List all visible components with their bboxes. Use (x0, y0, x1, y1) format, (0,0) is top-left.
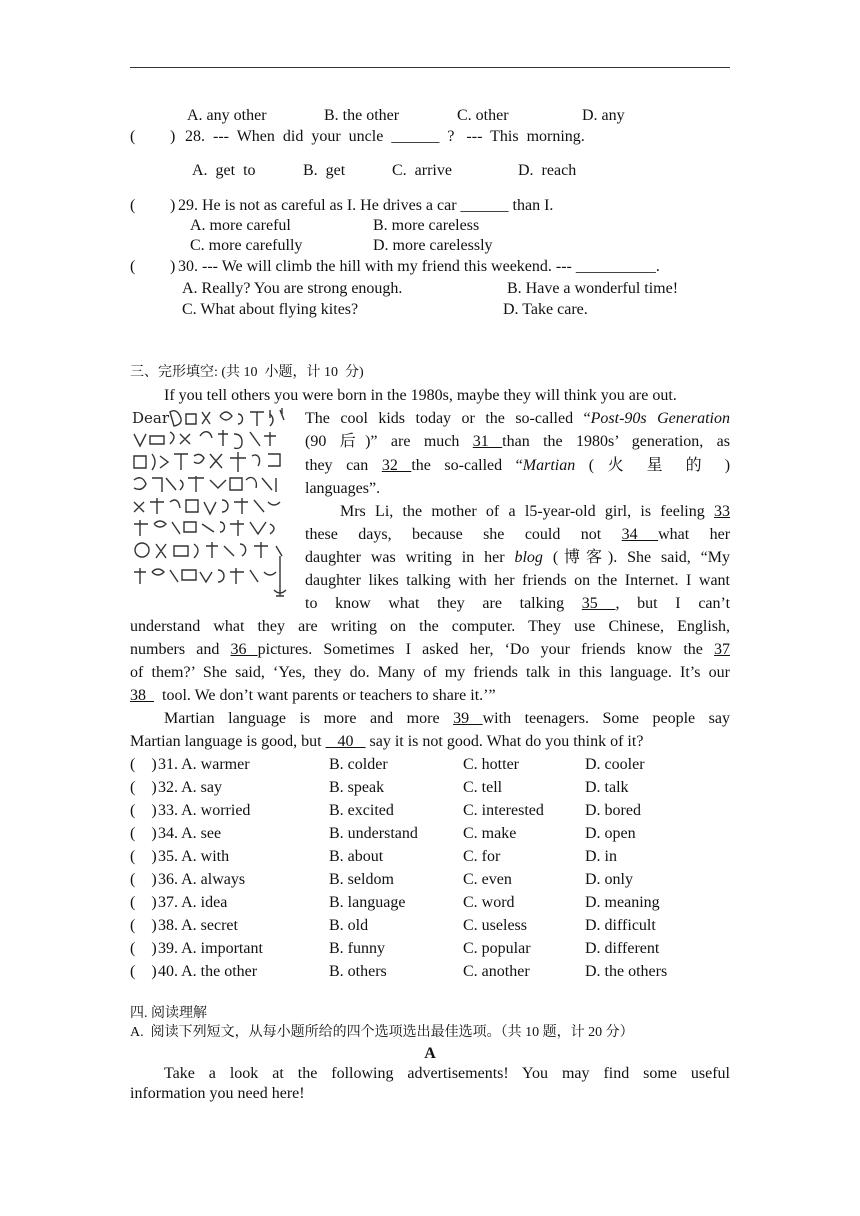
option-c: C. interested (463, 802, 544, 819)
question-28 (130, 127, 730, 147)
blank-38: 38 (130, 687, 154, 704)
option-c: C. for (463, 848, 501, 865)
q30-options-row1 (130, 279, 730, 299)
option-b: B. colder (329, 756, 388, 773)
cloze-question-row (130, 939, 730, 959)
option-d: D. meaning (585, 894, 660, 911)
question-number-option-a: 38. A. secret (158, 917, 238, 934)
passage-line: these days, because she could not 34 what her (305, 526, 731, 543)
cloze-question-row (130, 870, 730, 890)
blank-32: 32 (381, 457, 412, 474)
question-stem: 28. --- When did your uncle ______ ? --- This morning. (185, 128, 585, 145)
option-c: C. even (463, 871, 512, 888)
question-stem: 29. He is not as careful as I. He drives a car ______ than I. (178, 197, 554, 214)
option-c: C. popular (463, 940, 531, 957)
section-4-title: 四. 阅读理解 (130, 1006, 207, 1021)
option-c: C. other (457, 107, 509, 124)
passage-line: to know what they are talking 35 , but I can’t (305, 595, 731, 612)
option-b: B. the other (324, 107, 400, 124)
option-a: A. get to (192, 162, 256, 179)
option-b: B. funny (329, 940, 385, 957)
question-number-option-a: 37. A. idea (158, 894, 228, 911)
q30-options-row2 (130, 300, 730, 320)
question-number-option-a: 35. A. with (158, 848, 230, 865)
option-c: C. What about flying kites? (182, 301, 359, 318)
option-b: B. more careless (373, 217, 480, 234)
option-d: D. difficult (585, 917, 656, 934)
option-c: C. hotter (463, 756, 519, 773)
option-c: C. tell (463, 779, 503, 796)
blank-34: 34 (621, 526, 659, 543)
option-d: D. any (582, 107, 625, 124)
option-d: D. different (585, 940, 660, 957)
passage-line: 38 tool. We don’t want parents or teachers to share it.’” (130, 687, 496, 704)
q29-options-row1 (130, 216, 730, 236)
option-c: C. word (463, 894, 515, 911)
cloze-question-row (130, 893, 730, 913)
passage-line: numbers and 36 pictures. Sometimes I asked her, ‘Do your friends know the 37 (130, 641, 731, 658)
answer-paren-open: ( (130, 128, 136, 145)
cloze-question-row (130, 801, 730, 821)
blank-36: 36 (230, 641, 258, 658)
intro-line: information you need here! (130, 1085, 305, 1102)
answer-paren-open: ( (130, 197, 136, 214)
option-b: B. old (329, 917, 369, 934)
q27-options (130, 106, 730, 126)
passage-line: Mrs Li, the mother of a l5-year-old girl, is feeling 33 (340, 503, 730, 520)
question-number-option-a: 36. A. always (158, 871, 246, 888)
option-d: D. reach (518, 162, 577, 179)
blank-37: 37 (714, 641, 731, 658)
cloze-question-row (130, 824, 730, 844)
question-number-option-a: 32. A. say (158, 779, 222, 796)
passage-line: languages”. (305, 480, 381, 497)
option-d: D. bored (585, 802, 641, 819)
answer-paren: ( ) (130, 894, 157, 911)
section-4-instructions: A. 阅读下列短文，从每小题所给的四个选项选出最佳选项。（共 10 题，计 20 分） (130, 1025, 634, 1040)
passage-line: If you tell others you were born in the 1980s, maybe they will think you are out. (164, 387, 677, 404)
option-b: B. excited (329, 802, 394, 819)
answer-paren: ( ) (130, 756, 157, 773)
option-b: B. Have a wonderful time! (507, 280, 679, 297)
passage-a-heading: A (424, 1045, 436, 1062)
option-c: C. another (463, 963, 530, 980)
intro-line: Take a look at the following advertisements! You may find some useful (164, 1065, 730, 1082)
answer-paren-open: ( (130, 258, 136, 275)
option-d: D. cooler (585, 756, 645, 773)
option-b: B. seldom (329, 871, 394, 888)
q28-options (130, 161, 730, 181)
option-b: B. about (329, 848, 384, 865)
answer-paren: ( ) (130, 802, 157, 819)
passage-line: (90 后)” are much 31 than the 1980s’ generation, as (305, 433, 731, 450)
question-stem: 30. --- We will climb the hill with my friend this weekend. --- __________. (178, 258, 660, 275)
option-c: C. useless (463, 917, 527, 934)
option-d: D. more carelessly (373, 237, 493, 254)
answer-paren: ( ) (130, 848, 157, 865)
option-b: B. get (303, 162, 346, 179)
answer-paren: ( ) (130, 963, 157, 980)
answer-paren: ( ) (130, 871, 157, 888)
option-d: D. the others (585, 963, 668, 980)
passage-line: of them?’ She said, ‘Yes, they do. Many of my friends talk in this language. It’s our (130, 664, 730, 681)
option-d: D. open (585, 825, 636, 842)
question-number-option-a: 34. A. see (158, 825, 222, 842)
option-d: D. talk (585, 779, 629, 796)
passage-line: daughter was writing in her blog (博客). She said, “My (305, 549, 730, 566)
martian-language-illustration (130, 406, 290, 611)
cloze-question-row (130, 916, 730, 936)
blank-40: 40 (325, 733, 366, 750)
option-d: D. in (585, 848, 617, 865)
passage-line: daughter likes talking with her friends on the Internet. I want (305, 572, 730, 589)
blank-33: 33 (714, 503, 730, 520)
option-c: C. arrive (392, 162, 452, 179)
question-number-option-a: 39. A. important (158, 940, 263, 957)
cloze-question-row (130, 755, 730, 775)
answer-paren-close: ) (170, 197, 176, 214)
option-b: B. language (329, 894, 406, 911)
cloze-question-row (130, 962, 730, 982)
question-number-option-a: 33. A. worried (158, 802, 251, 819)
section-3-title: 三、完形填空: (共 10 小题，计 10 分) (130, 365, 364, 380)
passage-line: Martian language is more and more 39 with teenagers. Some people say (164, 710, 731, 727)
passage-line: Martian language is good, but 40 say it is not good. What do you think of it? (130, 733, 644, 750)
blank-35: 35 (581, 595, 616, 612)
question-30 (130, 257, 730, 277)
question-number-option-a: 40. A. the other (158, 963, 258, 980)
option-a: A. Really? You are strong enough. (182, 280, 403, 297)
passage-line: understand what they are writing on the computer. They use Chinese, English, (130, 618, 730, 635)
answer-paren: ( ) (130, 779, 157, 796)
option-b: B. speak (329, 779, 385, 796)
answer-paren-close: ) (170, 128, 176, 145)
option-b: B. understand (329, 825, 418, 842)
passage-line: they can 32 the so-called “Martian ( 火 星 的 ) (305, 457, 731, 474)
option-a: A. any other (187, 107, 267, 124)
answer-paren: ( ) (130, 825, 157, 842)
option-a: A. more careful (190, 217, 291, 234)
q29-options-row2 (130, 236, 730, 256)
answer-paren: ( ) (130, 940, 157, 957)
blank-31: 31 (472, 433, 503, 450)
question-number-option-a: 31. A. warmer (158, 756, 250, 773)
header-rule (130, 67, 730, 68)
answer-paren: ( ) (130, 917, 157, 934)
answer-paren-close: ) (170, 258, 176, 275)
option-c: C. more carefully (190, 237, 303, 254)
option-c: C. make (463, 825, 517, 842)
passage-line: The cool kids today or the so-called “Post-90s Generation (305, 410, 730, 427)
option-b: B. others (329, 963, 387, 980)
cloze-question-row (130, 778, 730, 798)
blank-39: 39 (453, 710, 483, 727)
option-d: D. only (585, 871, 633, 888)
option-d: D. Take care. (503, 301, 588, 318)
image-caption: Dear (132, 409, 170, 427)
question-29 (130, 196, 730, 216)
cloze-question-row (130, 847, 730, 867)
